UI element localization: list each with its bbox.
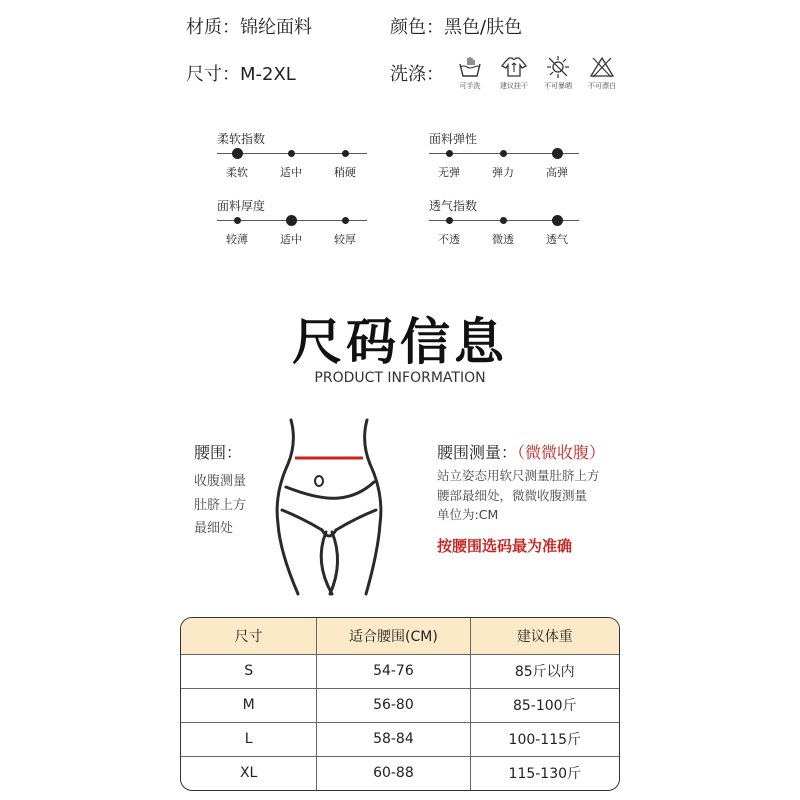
scale-dot — [500, 150, 507, 157]
no-sun-caption: 不可暴晒 — [544, 82, 572, 90]
scale-label: 稍硬 — [334, 166, 356, 179]
body-figure-illustration — [264, 412, 394, 601]
table-header-row — [181, 618, 619, 654]
waist-right-line: 单位为:CM — [437, 507, 499, 522]
waist-left-line: 最细处 — [194, 521, 234, 536]
waist-right-heading-note: （微微收腹） — [517, 443, 606, 462]
scale-title: 透气指数 — [429, 199, 478, 213]
scale-dot — [446, 150, 453, 157]
table-cell: 54-76 — [317, 654, 470, 688]
table-row — [181, 756, 619, 790]
waist-right-line: 站立姿态用软尺测量肚脐上方 — [437, 468, 600, 483]
scale-label: 不透 — [438, 233, 460, 246]
table-cell: M — [181, 688, 317, 722]
table-header-cell: 尺寸 — [181, 618, 317, 654]
table-cell: XL — [181, 756, 317, 790]
softness-scale — [217, 130, 367, 180]
scale-label: 较厚 — [334, 233, 356, 246]
scale-label: 弹力 — [492, 166, 514, 179]
scale-label: 高弹 — [546, 166, 568, 179]
table-header-cell: 建议体重 — [470, 618, 619, 654]
size-table — [180, 617, 620, 791]
scale-title: 柔软指数 — [217, 132, 266, 146]
thickness-scale — [217, 197, 367, 247]
table-cell: L — [181, 722, 317, 756]
scale-dot-selected — [232, 148, 243, 159]
hand-wash-icon — [452, 55, 488, 101]
table-cell: 85斤以内 — [470, 654, 619, 688]
no-bleach-caption: 不可漂白 — [588, 82, 616, 90]
table-cell: S — [181, 654, 317, 688]
section-title: 尺码信息 — [292, 313, 508, 371]
waist-right-heading-text: 腰围测量： — [437, 443, 518, 462]
waist-right-heading — [437, 440, 605, 463]
scale-dot — [446, 217, 453, 224]
scale-dot — [342, 150, 349, 157]
scale-dot-selected — [552, 148, 563, 159]
scale-dot — [234, 217, 241, 224]
scale-title: 面料弹性 — [429, 132, 478, 146]
table-cell: 60-88 — [317, 756, 470, 790]
scale-dot-selected — [552, 215, 563, 226]
color-spec: 颜色：黑色/肤色 — [390, 17, 523, 38]
table-row — [181, 688, 619, 722]
material-spec: 材质：锦纶面料 — [186, 17, 312, 38]
table-cell: 85-100斤 — [470, 688, 619, 722]
waist-emphasis-note: 按腰围选码最为准确 — [437, 537, 573, 555]
scale-label: 适中 — [280, 166, 302, 179]
waist-left-heading: 腰围： — [194, 443, 243, 462]
scale-label: 适中 — [280, 233, 302, 246]
waist-left-line: 肚脐上方 — [194, 498, 247, 513]
breathability-scale — [429, 197, 579, 247]
scale-label: 较薄 — [226, 233, 248, 246]
table-cell: 115-130斤 — [470, 756, 619, 790]
table-cell: 100-115斤 — [470, 722, 619, 756]
no-bleach-icon — [584, 55, 620, 101]
scale-label: 透气 — [546, 233, 568, 246]
waist-left-line: 收腹测量 — [194, 474, 247, 489]
hang-dry-icon — [496, 55, 532, 101]
scale-dot — [342, 217, 349, 224]
wash-label: 洗涤： — [390, 64, 444, 85]
hang-dry-caption: 建议挂干 — [500, 82, 528, 90]
scale-label: 柔软 — [226, 166, 248, 179]
scale-dot — [500, 217, 507, 224]
waist-right-line: 腰部最细处，微微收腹测量 — [437, 488, 588, 503]
section-subtitle: PRODUCT INFORMATION — [314, 370, 486, 386]
table-header-cell: 适合腰围(CM) — [317, 618, 470, 654]
scale-label: 微透 — [492, 233, 514, 246]
no-sun-icon — [540, 55, 576, 101]
hand-wash-caption: 可手洗 — [459, 82, 481, 90]
table-row — [181, 654, 619, 688]
scale-label: 无弹 — [438, 166, 460, 179]
scale-title: 面料厚度 — [217, 199, 266, 213]
table-cell: 58-84 — [317, 722, 470, 756]
elasticity-scale — [429, 130, 579, 180]
table-row — [181, 722, 619, 756]
size-spec: 尺寸：M-2XL — [186, 64, 296, 85]
table-cell: 56-80 — [317, 688, 470, 722]
scale-dot-selected — [286, 215, 297, 226]
scale-dot — [288, 150, 295, 157]
